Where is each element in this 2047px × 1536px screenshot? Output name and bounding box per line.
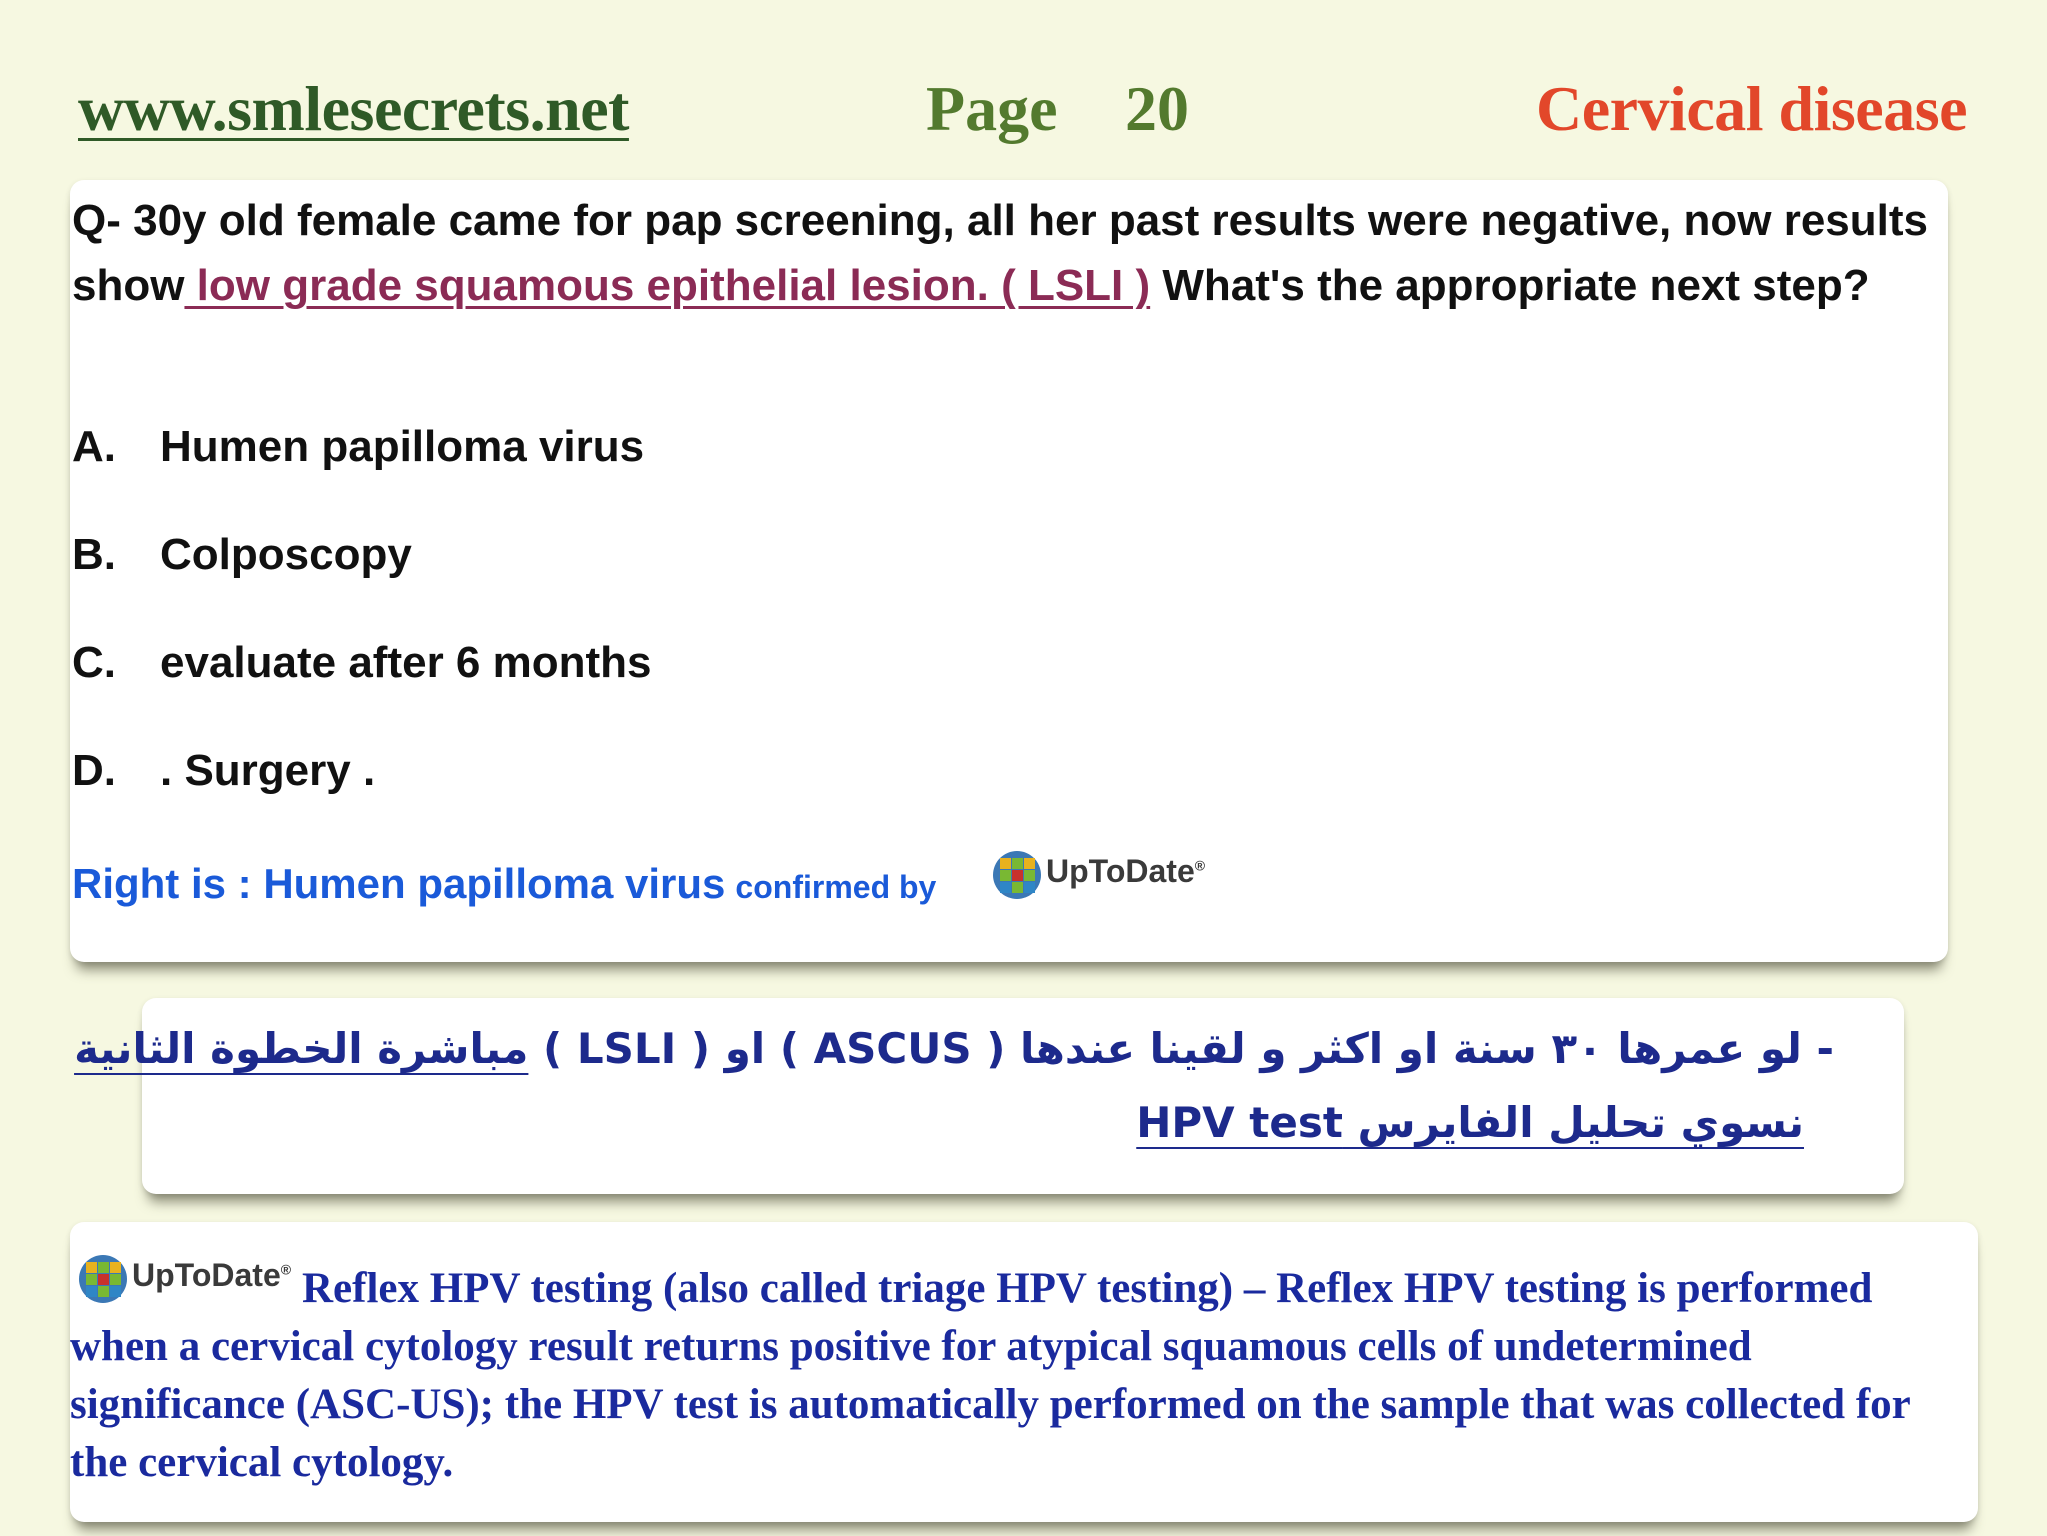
question-text <box>72 188 1942 318</box>
option-text: . Surgery . <box>160 746 376 795</box>
option-b <box>72 530 412 580</box>
option-letter: C. <box>72 638 116 687</box>
page-label: Page <box>926 73 1058 144</box>
option-text: Colposcopy <box>160 530 412 579</box>
arabic-note-line-2-text: نسوي تحليل الفايرس HPV test <box>1136 1098 1804 1147</box>
reference-text: Reflex HPV testing (also called triage HPV testing) – Reflex HPV testing is performed when a cervical cytology result returns positive for atypical squamous cells of undetermined significance (ASC-US); the HPV test is automatically performed on the sample that was collected for the cervical cytology. <box>70 1265 1910 1486</box>
arabic-note-card <box>74 998 1904 1194</box>
reference-card <box>70 1222 1978 1522</box>
confirmed-by-text: confirmed by <box>735 869 937 905</box>
page-number: 20 <box>1125 73 1189 144</box>
uptodate-logo <box>992 850 1205 900</box>
arabic-note-line-1-a: - لو عمرها ٣٠ سنة او اكثر و لقينا عندها ( ASCUS ) او ( LSLI ) <box>528 1024 1834 1073</box>
question-prefix: Q- 30y old female came for pap screening, all her past results were negative, now results show <box>72 196 1928 310</box>
arabic-note-line-2 <box>104 1098 1804 1147</box>
uptodate-logo-icon <box>992 850 1042 900</box>
arabic-note-line-1-b: مباشرة الخطوة الثانية <box>74 1024 529 1073</box>
question-highlight: low grade squamous epithelial lesion. ( LSLI ) <box>184 261 1151 310</box>
site-link[interactable]: www.smlesecrets.net <box>78 73 629 144</box>
question-card <box>70 180 1948 962</box>
question-suffix: What's the appropriate next step? <box>1150 261 1870 310</box>
option-c <box>72 638 652 688</box>
page-header <box>0 72 2047 162</box>
answer-line <box>72 860 936 908</box>
option-text: evaluate after 6 months <box>160 638 652 687</box>
option-letter: B. <box>72 530 116 579</box>
option-letter: D. <box>72 746 116 795</box>
option-d <box>72 746 375 796</box>
option-a <box>72 422 644 472</box>
option-text: Humen papilloma virus <box>160 422 645 471</box>
topic-title: Cervical disease <box>1536 73 1967 144</box>
uptodate-wordmark: UpToDate® <box>1046 852 1206 889</box>
option-letter: A. <box>72 422 116 471</box>
answer-text: Right is : Humen papilloma virus <box>72 860 726 907</box>
uptodate-wordmark: UpToDate® <box>132 1256 292 1293</box>
arabic-note-line-1 <box>74 1024 1834 1073</box>
